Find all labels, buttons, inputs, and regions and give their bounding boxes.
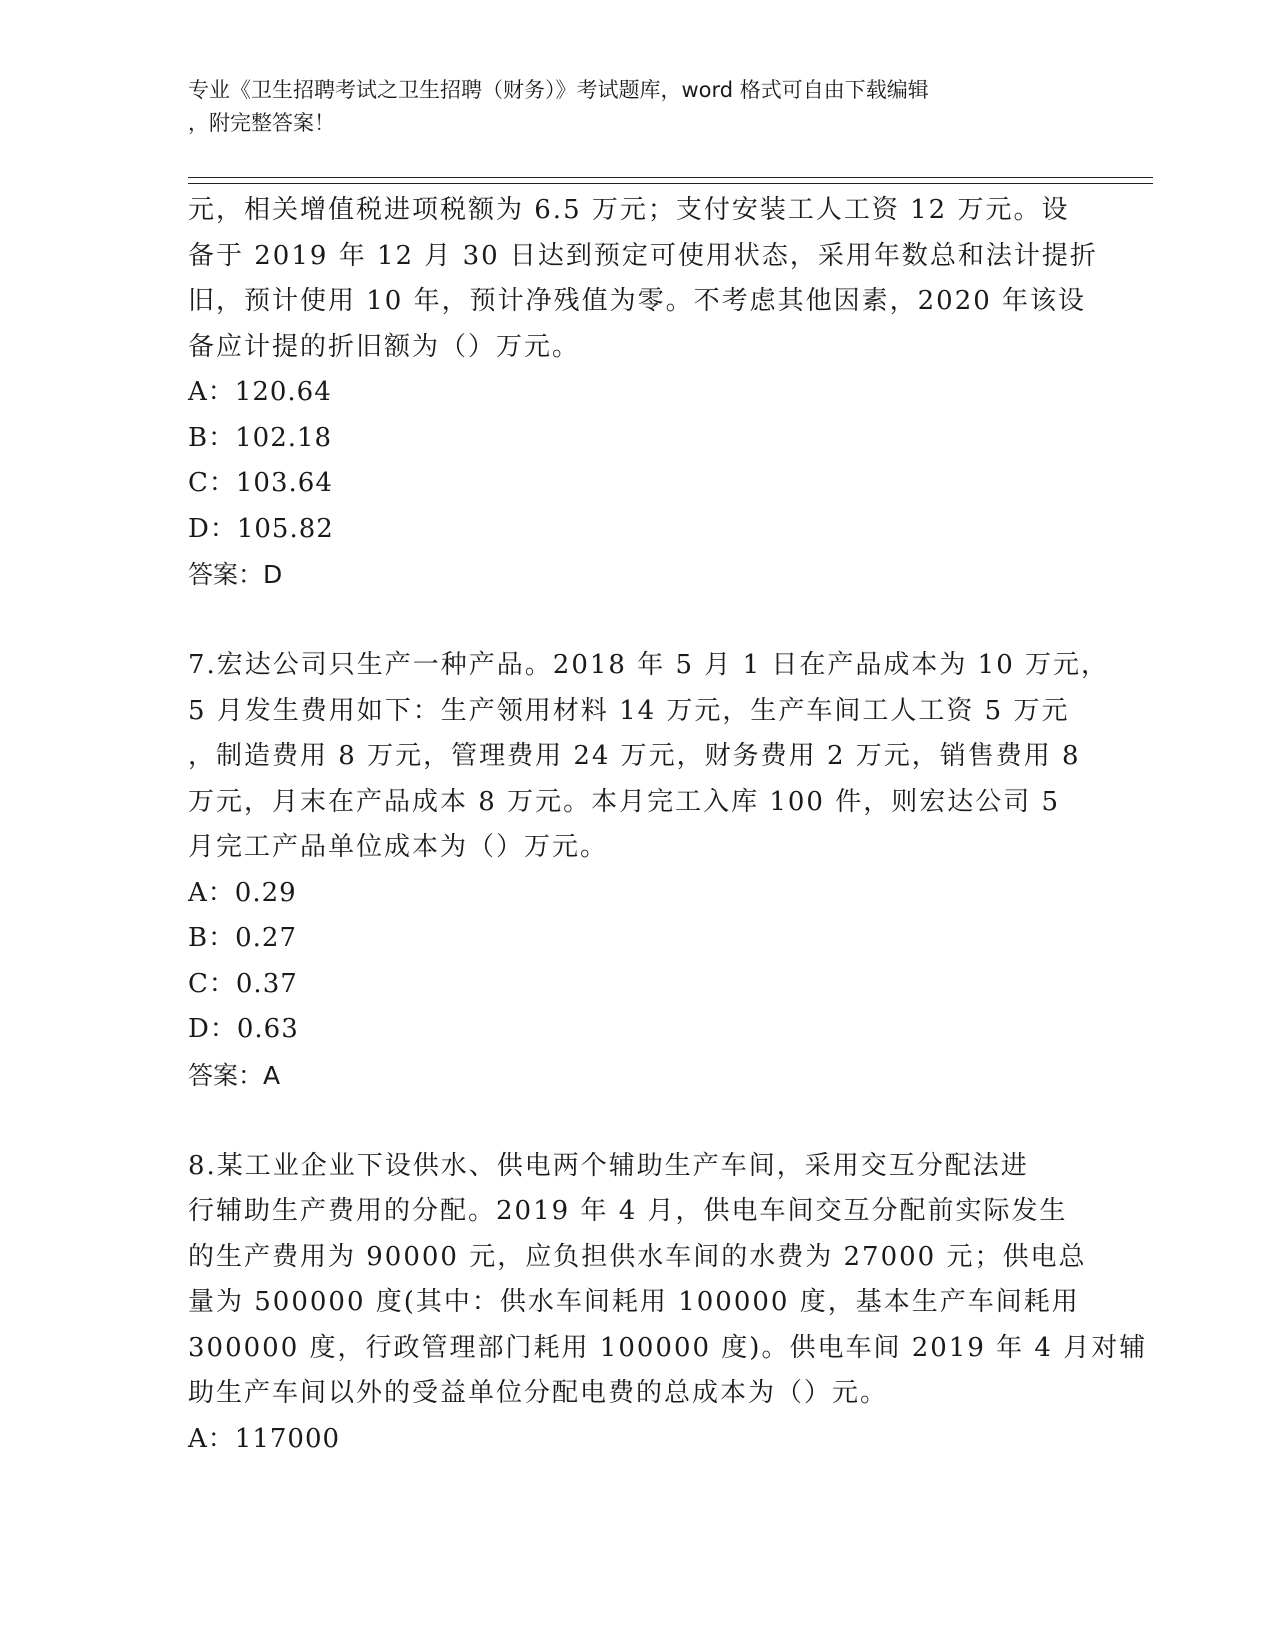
question-text-line: ，制造费用 8 万元，管理费用 24 万元，财务费用 2 万元，销售费用 8 bbox=[188, 741, 1081, 771]
question-text-line: 元，相关增值税进项税额为 6.5 万元；支付安装工人工资 12 万元。设 bbox=[188, 195, 1070, 225]
option-d: D：0.63 bbox=[188, 1014, 299, 1044]
option-d: D：105.82 bbox=[188, 513, 334, 544]
header-line-2: ，附完整答案！ bbox=[188, 111, 335, 135]
question-8 bbox=[188, 1144, 1148, 1463]
question-text-line: 8.某工业企业下设供水、供电两个辅助生产车间，采用交互分配法进 bbox=[188, 1150, 1029, 1181]
option-b: B：102.18 bbox=[188, 422, 333, 453]
header-rule-bottom bbox=[188, 183, 1153, 184]
option-b: B：0.27 bbox=[188, 923, 297, 953]
option-a: A：0.29 bbox=[188, 877, 297, 908]
question-text-line: 助生产车间以外的受益单位分配电费的总成本为（）元。 bbox=[188, 1378, 889, 1408]
question-text-line: 5 月发生费用如下：生产领用材料 14 万元，生产车间工人工资 5 万元 bbox=[188, 695, 1070, 726]
question-text-line: 的生产费用为 90000 元，应负担供水车间的水费为 27000 元；供电总 bbox=[188, 1241, 1087, 1272]
option-c: C：0.37 bbox=[188, 968, 298, 999]
option-c: C：103.64 bbox=[188, 468, 333, 498]
option-a: A：117000 bbox=[188, 1423, 341, 1454]
answer: 答案：D bbox=[188, 560, 283, 589]
spacer bbox=[188, 1098, 1138, 1144]
question-text-line: 备应计提的折旧额为（）万元。 bbox=[188, 331, 581, 362]
document-header bbox=[188, 74, 1088, 140]
question-text-line: 万元，月末在产品成本 8 万元。本月完工入库 100 件，则宏达公司 5 bbox=[188, 786, 1061, 817]
question-text-line: 旧，预计使用 10 年，预计净残值为零。不考虑其他因素，2020 年该设 bbox=[188, 286, 1087, 316]
question-text-line: 300000 度，行政管理部门耗用 100000 度)。供电车间 2019 年 4 月对辅 bbox=[188, 1332, 1148, 1363]
question-text-line: 行辅助生产费用的分配。2019 年 4 月，供电车间交互分配前实际发生 bbox=[188, 1196, 1068, 1226]
question-7 bbox=[188, 643, 1138, 1098]
question-6 bbox=[188, 188, 1138, 598]
option-a: A：120.64 bbox=[188, 377, 332, 407]
question-text-line: 7.宏达公司只生产一种产品。2018 年 5 月 1 日在产品成本为 10 万元， bbox=[188, 650, 1109, 680]
document-body bbox=[188, 188, 1148, 1462]
question-text-line: 备于 2019 年 12 月 30 日达到预定可使用状态，采用年数总和法计提折 bbox=[188, 240, 1098, 271]
question-text-line: 量为 500000 度(其中：供水车间耗用 100000 度，基本生产车间耗用 bbox=[188, 1287, 1080, 1317]
answer: 答案：A bbox=[188, 1060, 281, 1090]
spacer bbox=[188, 598, 1138, 644]
header-line-1: 专业《卫生招聘考试之卫生招聘（财务）》考试题库，word 格式可自由下载编辑 bbox=[188, 78, 929, 102]
question-text-line: 月完工产品单位成本为（）万元。 bbox=[188, 832, 609, 862]
header-rule-top bbox=[188, 177, 1153, 178]
